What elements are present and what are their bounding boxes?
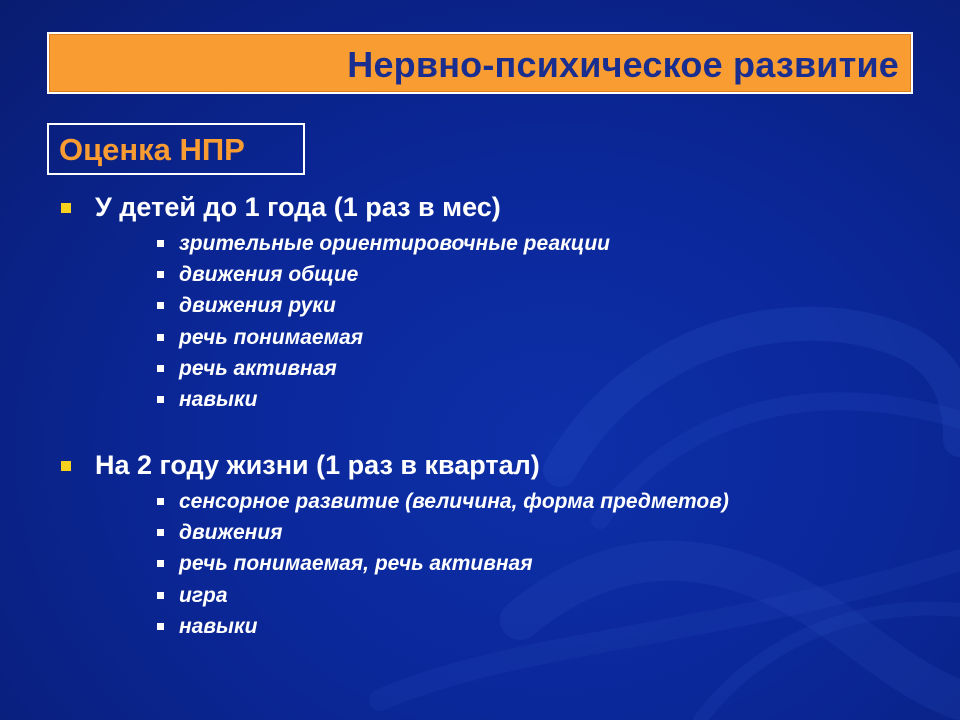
list-item (0, 552, 960, 583)
list-item-text: навыки (179, 387, 258, 411)
section-heading: У детей до 1 года (1 раз в мес) (95, 192, 501, 222)
list-item (0, 584, 960, 615)
list-item-text: движения общие (179, 263, 359, 287)
square-bullet-icon (157, 529, 164, 536)
section-under-1-year (0, 192, 960, 419)
list-item-text: навыки (179, 614, 258, 638)
list-item-text: игра (179, 583, 228, 607)
list-item-text: движения (179, 521, 283, 545)
square-bullet-icon (157, 365, 164, 372)
list-item-text: зрительные ориентировочные реакции (179, 232, 610, 255)
list-item (0, 521, 960, 552)
sub-list (0, 490, 960, 646)
list-item-text: движения руки (179, 294, 336, 318)
list-item-text: сенсорное развитие (величина, форма предметов) (179, 490, 729, 513)
square-bullet-icon (157, 271, 164, 278)
sub-list (0, 232, 960, 419)
list-item (0, 263, 960, 294)
section-heading-row (0, 192, 960, 232)
square-bullet-icon (157, 334, 164, 341)
list-item (0, 388, 960, 419)
list-item-text: речь активная (179, 356, 337, 380)
slide-title: Нервно-психическое развитие (347, 44, 899, 85)
square-bullet-icon (61, 461, 71, 471)
square-bullet-icon (157, 592, 164, 599)
square-bullet-icon (157, 240, 164, 247)
subtitle-box (47, 123, 305, 175)
section-second-year (0, 450, 960, 646)
square-bullet-icon (157, 623, 164, 630)
section-heading-row (0, 450, 960, 490)
list-item (0, 490, 960, 521)
list-item (0, 232, 960, 263)
list-item (0, 357, 960, 388)
square-bullet-icon (157, 302, 164, 309)
title-bar (47, 32, 913, 94)
square-bullet-icon (157, 560, 164, 567)
list-item (0, 294, 960, 325)
list-item (0, 326, 960, 357)
square-bullet-icon (61, 203, 71, 213)
list-item-text: речь понимаемая (179, 325, 364, 349)
list-item (0, 615, 960, 646)
square-bullet-icon (157, 498, 164, 505)
list-item-text: речь понимаемая, речь активная (179, 552, 533, 576)
slide-subtitle: Оценка НПР (59, 132, 245, 167)
section-heading: На 2 году жизни (1 раз в квартал) (95, 450, 540, 480)
square-bullet-icon (157, 396, 164, 403)
